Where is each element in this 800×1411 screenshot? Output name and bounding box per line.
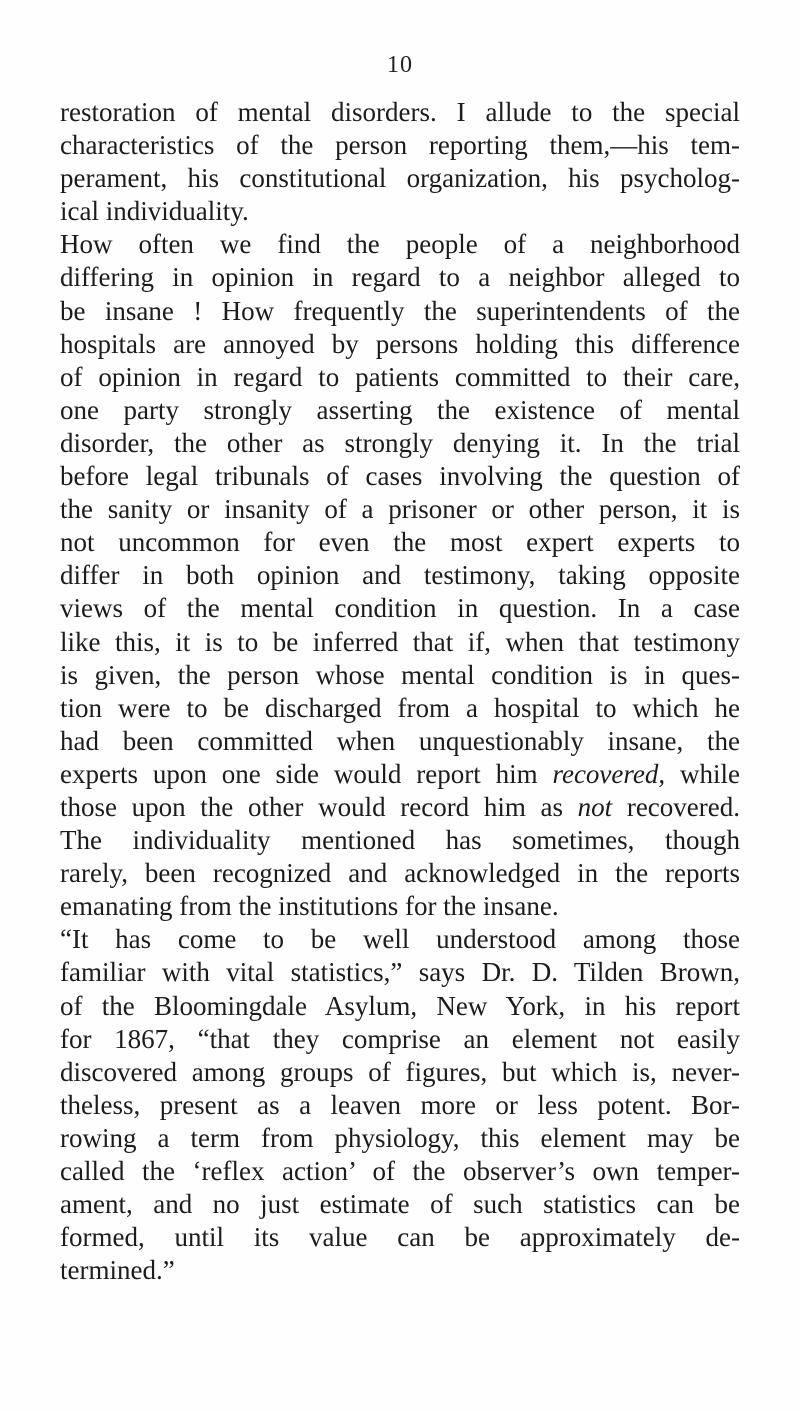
text-line: of opinion in regard to patients committed to their care, [60, 361, 740, 392]
italic-text: not [577, 791, 613, 822]
text-line: perament, his constitutional organization, his psycholog- [60, 163, 740, 194]
text-line: not uncommon for even the most expert experts to [60, 527, 740, 558]
text-line: termined.” [60, 1255, 175, 1286]
text-line: rarely, been recognized and acknowledged in the reports [60, 858, 740, 889]
text-line [60, 791, 740, 824]
text-line: one party strongly asserting the existence of mental [60, 394, 740, 425]
text-line: rowing a term from physiology, this element may be [60, 1122, 740, 1153]
text-line: called the ‘reflex action’ of the observer’s own temper- [60, 1156, 740, 1186]
text-segment: experts upon one side would report him [60, 758, 553, 789]
text-line: views of the mental condition in question. In a case [60, 593, 740, 624]
text-line: is given, the person whose mental condition is in ques- [60, 659, 740, 690]
text-segment: recovered. [612, 791, 740, 822]
text-line: disorder, the other as strongly denying it. In the trial [60, 427, 740, 458]
text-line: ical individuality. [60, 196, 249, 227]
body-text [60, 96, 740, 1287]
text-line [60, 758, 740, 791]
text-line: like this, it is to be inferred that if, when that testimony [60, 626, 740, 657]
text-line: How often we find the people of a neighborhood [60, 229, 740, 260]
text-line: characteristics of the person reporting them,—his tem- [60, 130, 740, 161]
text-line: the sanity or insanity of a prisoner or other person, it is [60, 494, 740, 525]
page-number: 10 [387, 52, 413, 78]
text-line: for 1867, “that they comprise an element not easily [60, 1023, 740, 1054]
text-line: differing in opinion in regard to a neighbor alleged to [60, 262, 740, 293]
text-line: had been committed when unquestionably insane, the [60, 725, 740, 756]
text-segment: those upon the other would record him as [60, 791, 578, 822]
text-line: differ in both opinion and testimony, taking opposite [60, 560, 740, 591]
text-line: tion were to be discharged from a hospital to which he [60, 692, 740, 723]
text-segment: while [665, 758, 740, 789]
text-line: be insane ! How frequently the superintendents of the [60, 295, 740, 326]
text-line: theless, present as a leaven more or less potent. Bor- [60, 1089, 740, 1120]
text-line: emanating from the institutions for the insane. [60, 891, 559, 922]
text-line: formed, until its value can be approximately de- [60, 1222, 740, 1253]
text-line: hospitals are annoyed by persons holding this difference [60, 328, 740, 359]
text-line: of the Bloomingdale Asylum, New York, in his report [60, 990, 740, 1021]
text-line: discovered among groups of figures, but which is, never- [60, 1056, 740, 1087]
text-line: restoration of mental disorders. I allude to the special [60, 97, 740, 127]
italic-text: recovered, [552, 758, 666, 789]
text-line: The individuality mentioned has sometimes, though [60, 825, 740, 856]
text-line: before legal tribunals of cases involving the question of [60, 461, 740, 492]
text-line: ament, and no just estimate of such statistics can be [60, 1189, 740, 1220]
text-line: familiar with vital statistics,” says Dr. D. Tilden Brown, [60, 957, 740, 988]
text-line: “It has come to be well understood among those [60, 924, 740, 955]
